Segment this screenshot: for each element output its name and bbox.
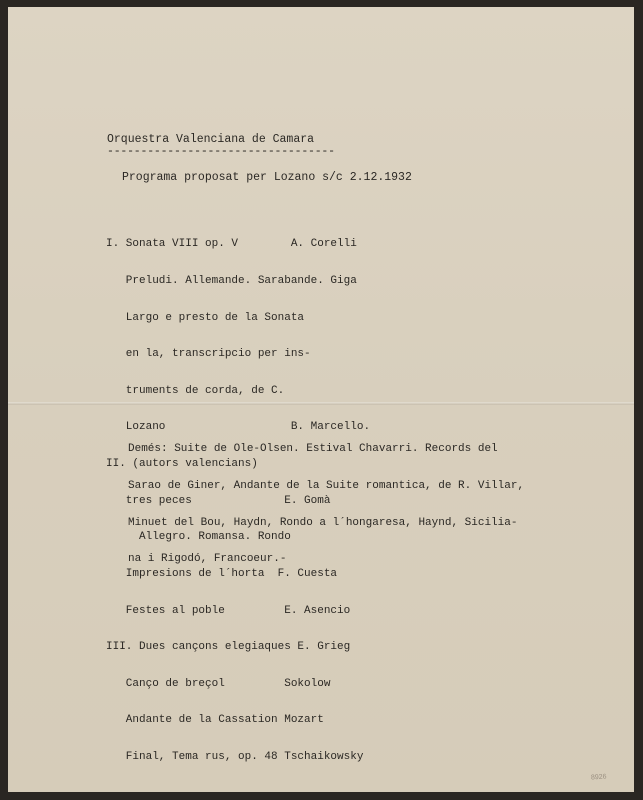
program-line: Festes al poble E. Asencio bbox=[106, 604, 351, 617]
program-line: Andante de la Cassation Mozart bbox=[106, 714, 324, 727]
program-line: Final, Tema rus, op. 48 Tschaikowsky bbox=[106, 750, 364, 763]
program-line: II. (autors valencians) bbox=[106, 458, 258, 471]
program-line: Allegro. Romansa. Rondo bbox=[106, 531, 291, 544]
program-line: III. Dues cançons elegiaques E. Grieg bbox=[106, 641, 351, 654]
program-subtitle: Programa proposat per Lozano s/c 2.12.1932 bbox=[122, 171, 412, 184]
additional-works bbox=[128, 419, 524, 590]
program-line: truments de corda, de C. bbox=[106, 384, 285, 397]
document-title: Orquestra Valenciana de Camara bbox=[107, 133, 315, 146]
archive-number: 8926 bbox=[590, 773, 607, 782]
demes-line: Demés: Suite de Ole-Olsen. Estival Chavarri. Records del bbox=[128, 443, 498, 456]
demes-line: Minuet del Bou, Haydn, Rondo a l´hongaresa, Haynd, Sicilia- bbox=[128, 516, 518, 529]
program-line: Lozano B. Marcello. bbox=[106, 421, 371, 434]
program-line: en la, transcripcio per ins- bbox=[106, 348, 311, 361]
program-line: Preludi. Allemande. Sarabande. Giga bbox=[106, 275, 357, 288]
program-line: tres peces E. Gomà bbox=[106, 494, 331, 507]
title-underline: ---------------------------------- bbox=[107, 145, 335, 158]
paper-sheet bbox=[8, 7, 634, 792]
program-line: Impresions de l´horta F. Cuesta bbox=[106, 567, 338, 580]
demes-line: Sarao de Giner, Andante de la Suite romantica, de R. Villar, bbox=[128, 480, 525, 493]
program-line: I. Sonata VIII op. V A. Corelli bbox=[106, 238, 357, 251]
program-line: Largo e presto de la Sonata bbox=[106, 311, 305, 324]
demes-line: na i Rigodó, Francoeur.- bbox=[128, 553, 287, 566]
program-line: Canço de breçol Sokolow bbox=[106, 677, 331, 690]
